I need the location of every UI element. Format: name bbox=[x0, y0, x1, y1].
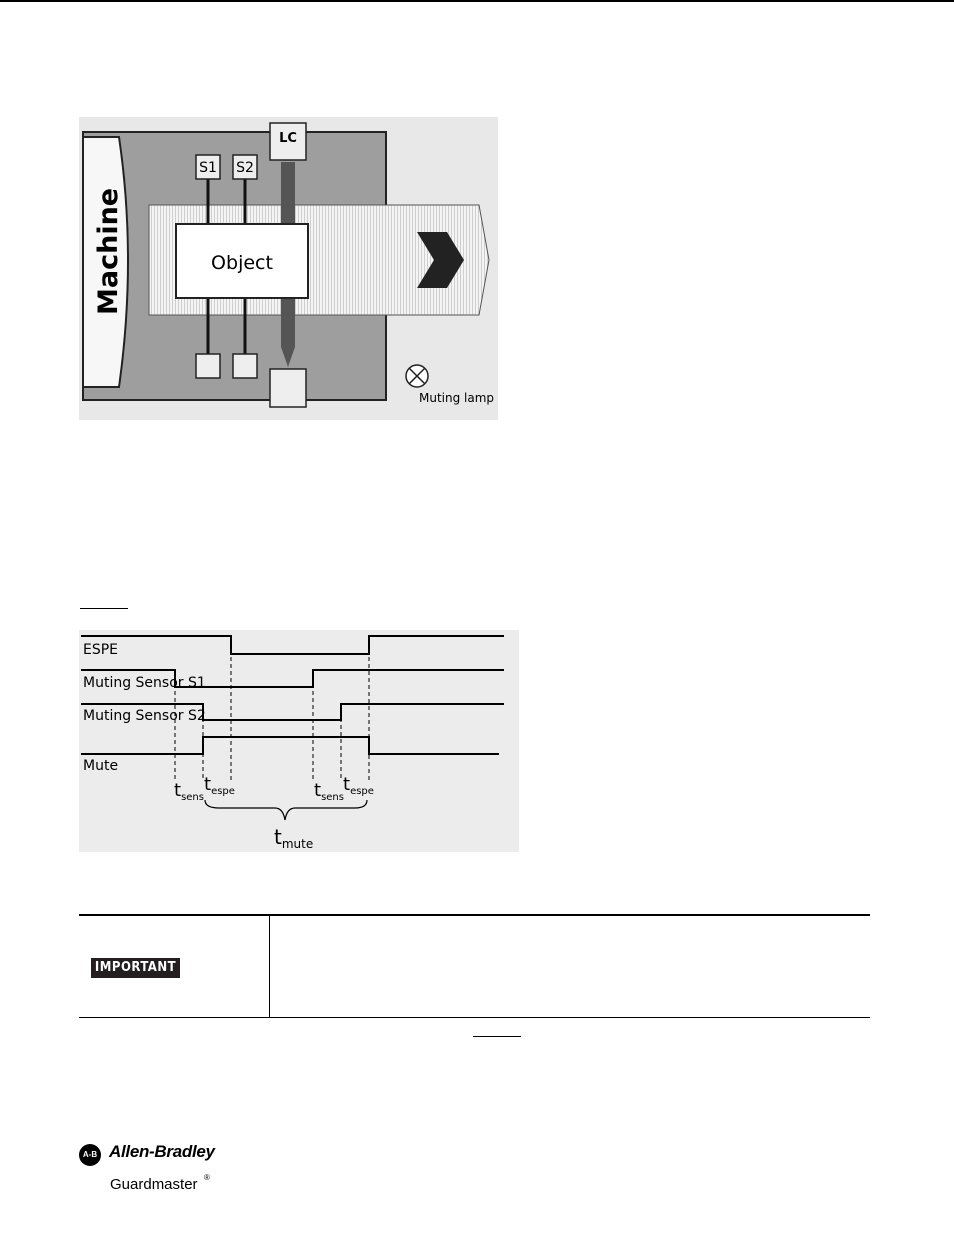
t-espe-label-1: $t_{espe}$ bbox=[204, 774, 235, 797]
footer-underline bbox=[473, 1036, 521, 1037]
brand-name: Allen-Bradley bbox=[109, 1142, 215, 1161]
signal-label-s2: Muting Sensor S2 bbox=[83, 708, 206, 724]
t-mute-label: $t_{mute}$ bbox=[274, 825, 314, 851]
t-sens-label-1: $t_{sens}$ bbox=[174, 780, 204, 803]
t-espe-label-2: $t_{espe}$ bbox=[343, 774, 374, 797]
light-curtain-label: LC bbox=[279, 131, 297, 146]
registered-mark: ® bbox=[204, 1173, 210, 1182]
muting-arrangement-diagram bbox=[79, 117, 498, 420]
sensor-s1-label: S1 bbox=[199, 160, 217, 176]
t-sens-label-2: $t_{sens}$ bbox=[314, 780, 344, 803]
ab-badge-icon: A-B bbox=[79, 1144, 101, 1166]
signal-label-s1: Muting Sensor S1 bbox=[83, 675, 206, 691]
important-label: IMPORTANT bbox=[91, 958, 180, 978]
section-underline bbox=[80, 608, 128, 609]
sensor-s2-label: S2 bbox=[236, 160, 254, 176]
muting-lamp-icon bbox=[406, 365, 428, 387]
muting-timing-diagram bbox=[79, 630, 519, 852]
important-divider bbox=[269, 916, 270, 1018]
important-notice bbox=[79, 914, 870, 1018]
machine-label: Machine bbox=[93, 187, 124, 315]
top-rule bbox=[0, 0, 954, 2]
muting-lamp-label: Muting lamp bbox=[419, 391, 495, 405]
allen-bradley-logo bbox=[79, 1142, 229, 1202]
object-label: Object bbox=[211, 252, 273, 274]
signal-label-espe: ESPE bbox=[83, 642, 119, 658]
sub-brand-name: Guardmaster bbox=[110, 1176, 198, 1193]
signal-label-mute: Mute bbox=[83, 758, 119, 774]
